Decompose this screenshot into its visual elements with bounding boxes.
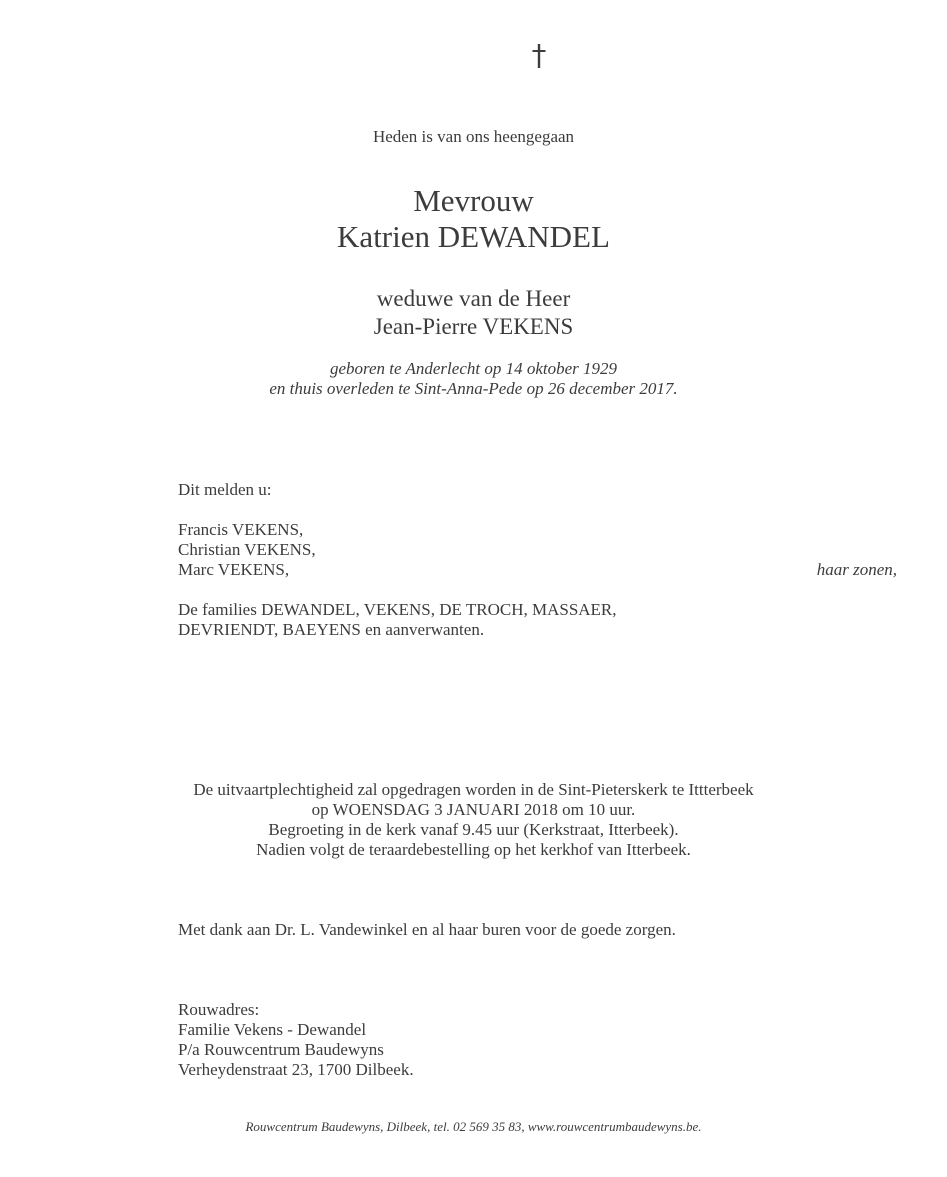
- death-info: en thuis overleden te Sint-Anna-Pede op 26 december 2017.: [269, 379, 678, 398]
- spouse-name: Jean-Pierre VEKENS: [373, 314, 574, 339]
- address-line: Familie Vekens - Dewandel: [178, 1020, 367, 1039]
- deceased-name: Katrien DEWANDEL: [337, 219, 610, 254]
- deceased-title: Mevrouw: [413, 183, 534, 218]
- announcement-intro: Dit melden u:: [178, 480, 272, 499]
- funeral-info-line: Nadien volgt de teraardebestelling op het kerkhof van Itterbeek.: [256, 840, 691, 859]
- address-line: P/a Rouwcentrum Baudewyns: [178, 1040, 384, 1059]
- funeral-info-line: Begroeting in de kerk vanaf 9.45 uur (Kerkstraat, Itterbeek).: [268, 820, 679, 839]
- funeral-date: op WOENSDAG 3 JANUARI 2018 om 10 uur.: [311, 800, 636, 819]
- families-line: De families DEWANDEL, VEKENS, DE TROCH, MASSAER,: [178, 600, 617, 619]
- funeral-info-line: De uitvaartplechtigheid zal opgedragen worden in de Sint-Pieterskerk te Ittterbeek: [193, 780, 754, 799]
- latin-cross-icon: [527, 42, 551, 72]
- son-name: Christian VEKENS,: [178, 540, 316, 559]
- son-name: Francis VEKENS,: [178, 520, 304, 539]
- thanks-text: Met dank aan Dr. L. Vandewinkel en al haar buren voor de goede zorgen.: [178, 920, 676, 939]
- families-line: DEVRIENDT, BAEYENS en aanverwanten.: [178, 620, 485, 639]
- address-line: Verheydenstraat 23, 1700 Dilbeek.: [178, 1060, 414, 1079]
- birth-info: geboren te Anderlecht op 14 oktober 1929: [329, 359, 618, 378]
- son-name: Marc VEKENS,: [178, 560, 290, 579]
- sons-relation: haar zonen,: [816, 560, 897, 579]
- address-label: Rouwadres:: [178, 1000, 260, 1019]
- intro-text: Heden is van ons heengegaan: [372, 127, 575, 146]
- widow-of-text: weduwe van de Heer: [376, 286, 571, 311]
- footer-contact: Rouwcentrum Baudewyns, Dilbeek, tel. 02 569 35 83, www.rouwcentrumbaudewyns.be.: [245, 1119, 702, 1134]
